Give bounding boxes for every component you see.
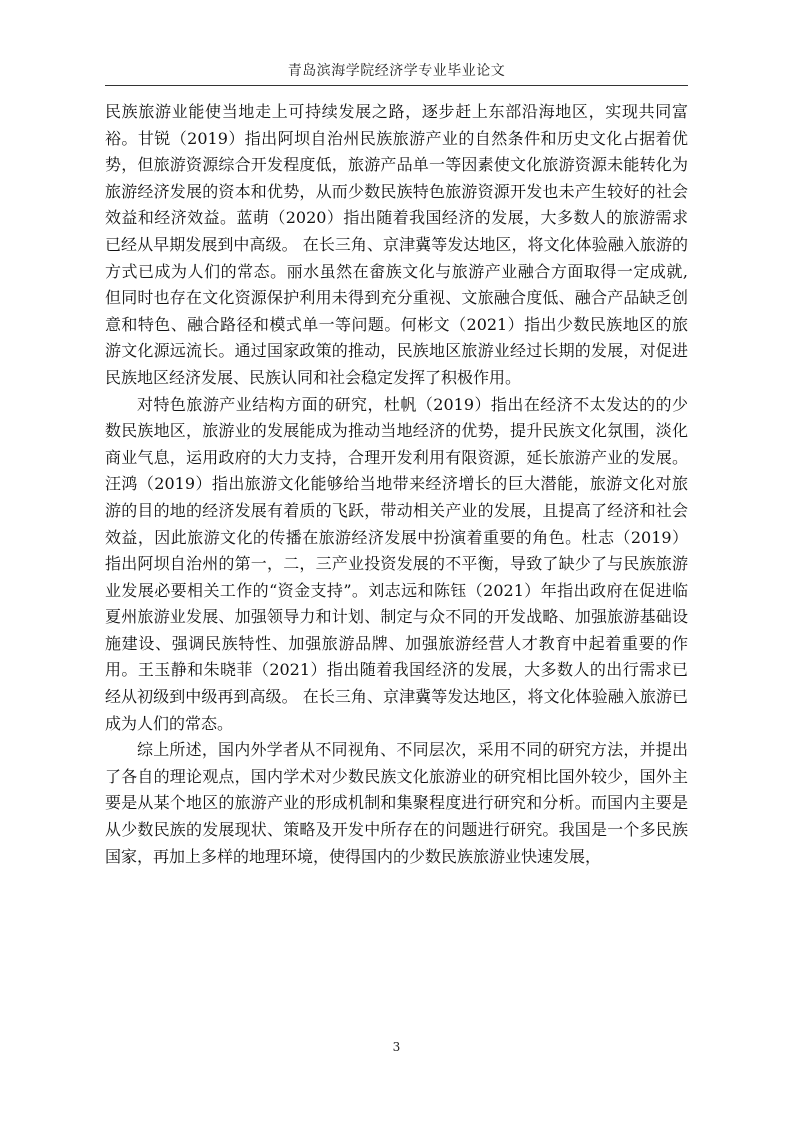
paragraph-1: 民族旅游业能使当地走上可持续发展之路，逐步赶上东部沿海地区，实现共同富裕。甘锐（2019）指出阿坝自治州民族旅游产业的自然条件和历史文化占据着优势，但旅游资源综合开发程度低，旅游产品单一等因素使文化旅游资源未能转化为旅游经济发展的资本和优势，从而少数民族特色旅游资源开发也未产生较好的社会效益和经济效益。蓝萌（2020）指出随着我国经济的发展，大多数人的旅游需求已经从早期发展到中高级。 在长三角、京津冀等发达地区，将文化体验融入旅游的方式已成为人们的常态。丽水虽然在畲族文化与旅游产业融合方面取得一定成就, 但同时也存在文化资源保护利用未得到充分重视、文旅融合度低、融合产品缺乏创意和特色、融合路径和模式单一等问题。何彬文（2021）指出少数民族地区的旅游文化源远流长。通过国家政策的推动，民族地区旅游业经过长期的发展，对促进民族地区经济发展、民族认同和社会稳定发挥了积极作用。: [105, 102, 688, 387]
header-divider: [105, 85, 688, 86]
paragraph-3: 综上所述，国内外学者从不同视角、不同层次，采用不同的研究方法，并提出了各自的理论观点，国内学术对少数民族文化旅游业的研究相比国外较少，国外主要是从某个地区的旅游产业的形成机制和集聚程度进行研究和分析。而国内主要是从少数民族的发展现状、策略及开发中所存在的问题进行研究。我国是一个多民族国家，再加上多样的地理环境，使得国内的少数民族旅游业快速发展，: [105, 740, 688, 866]
running-header: 青岛滨海学院经济学专业毕业论文: [287, 63, 506, 79]
paragraph-2: 对特色旅游产业结构方面的研究，杜帆（2019）指出在经济不太发达的的少数民族地区，旅游业的发展能成为推动当地经济的优势，提升民族文化氛围，淡化商业气息，运用政府的大力支持，合理开发利用有限资源，延长旅游产业的发展。汪鸿（2019）指出旅游文化能够给当地带来经济增长的巨大潜能，旅游文化对旅游的目的地的经济发展有着质的飞跃，带动相关产业的发展，且提高了经济和社会效益，因此旅游文化的传播在旅游经济发展中扮演着重要的角色。杜志（2019）指出阿坝自治州的第一，二，三产业投资发展的不平衡，导致了缺少了与民族旅游业发展必要相关工作的“资金支持”。刘志远和陈钰（2021）年指出政府在促进临夏州旅游业发展、加强领导力和计划、制定与众不同的开发战略、加强旅游基础设施建设、强调民族特性、加强旅游品牌、加强旅游经营人才教育中起着重要的作用。王玉静和朱晓菲（2021）指出随着我国经济的发展，大多数人的出行需求已经从初级到中级再到高级。 在长三角、京津冀等发达地区，将文化体验融入旅游已成为人们的常态。: [105, 394, 688, 733]
page-number: 3: [392, 1040, 401, 1054]
body-text: [105, 99, 688, 870]
